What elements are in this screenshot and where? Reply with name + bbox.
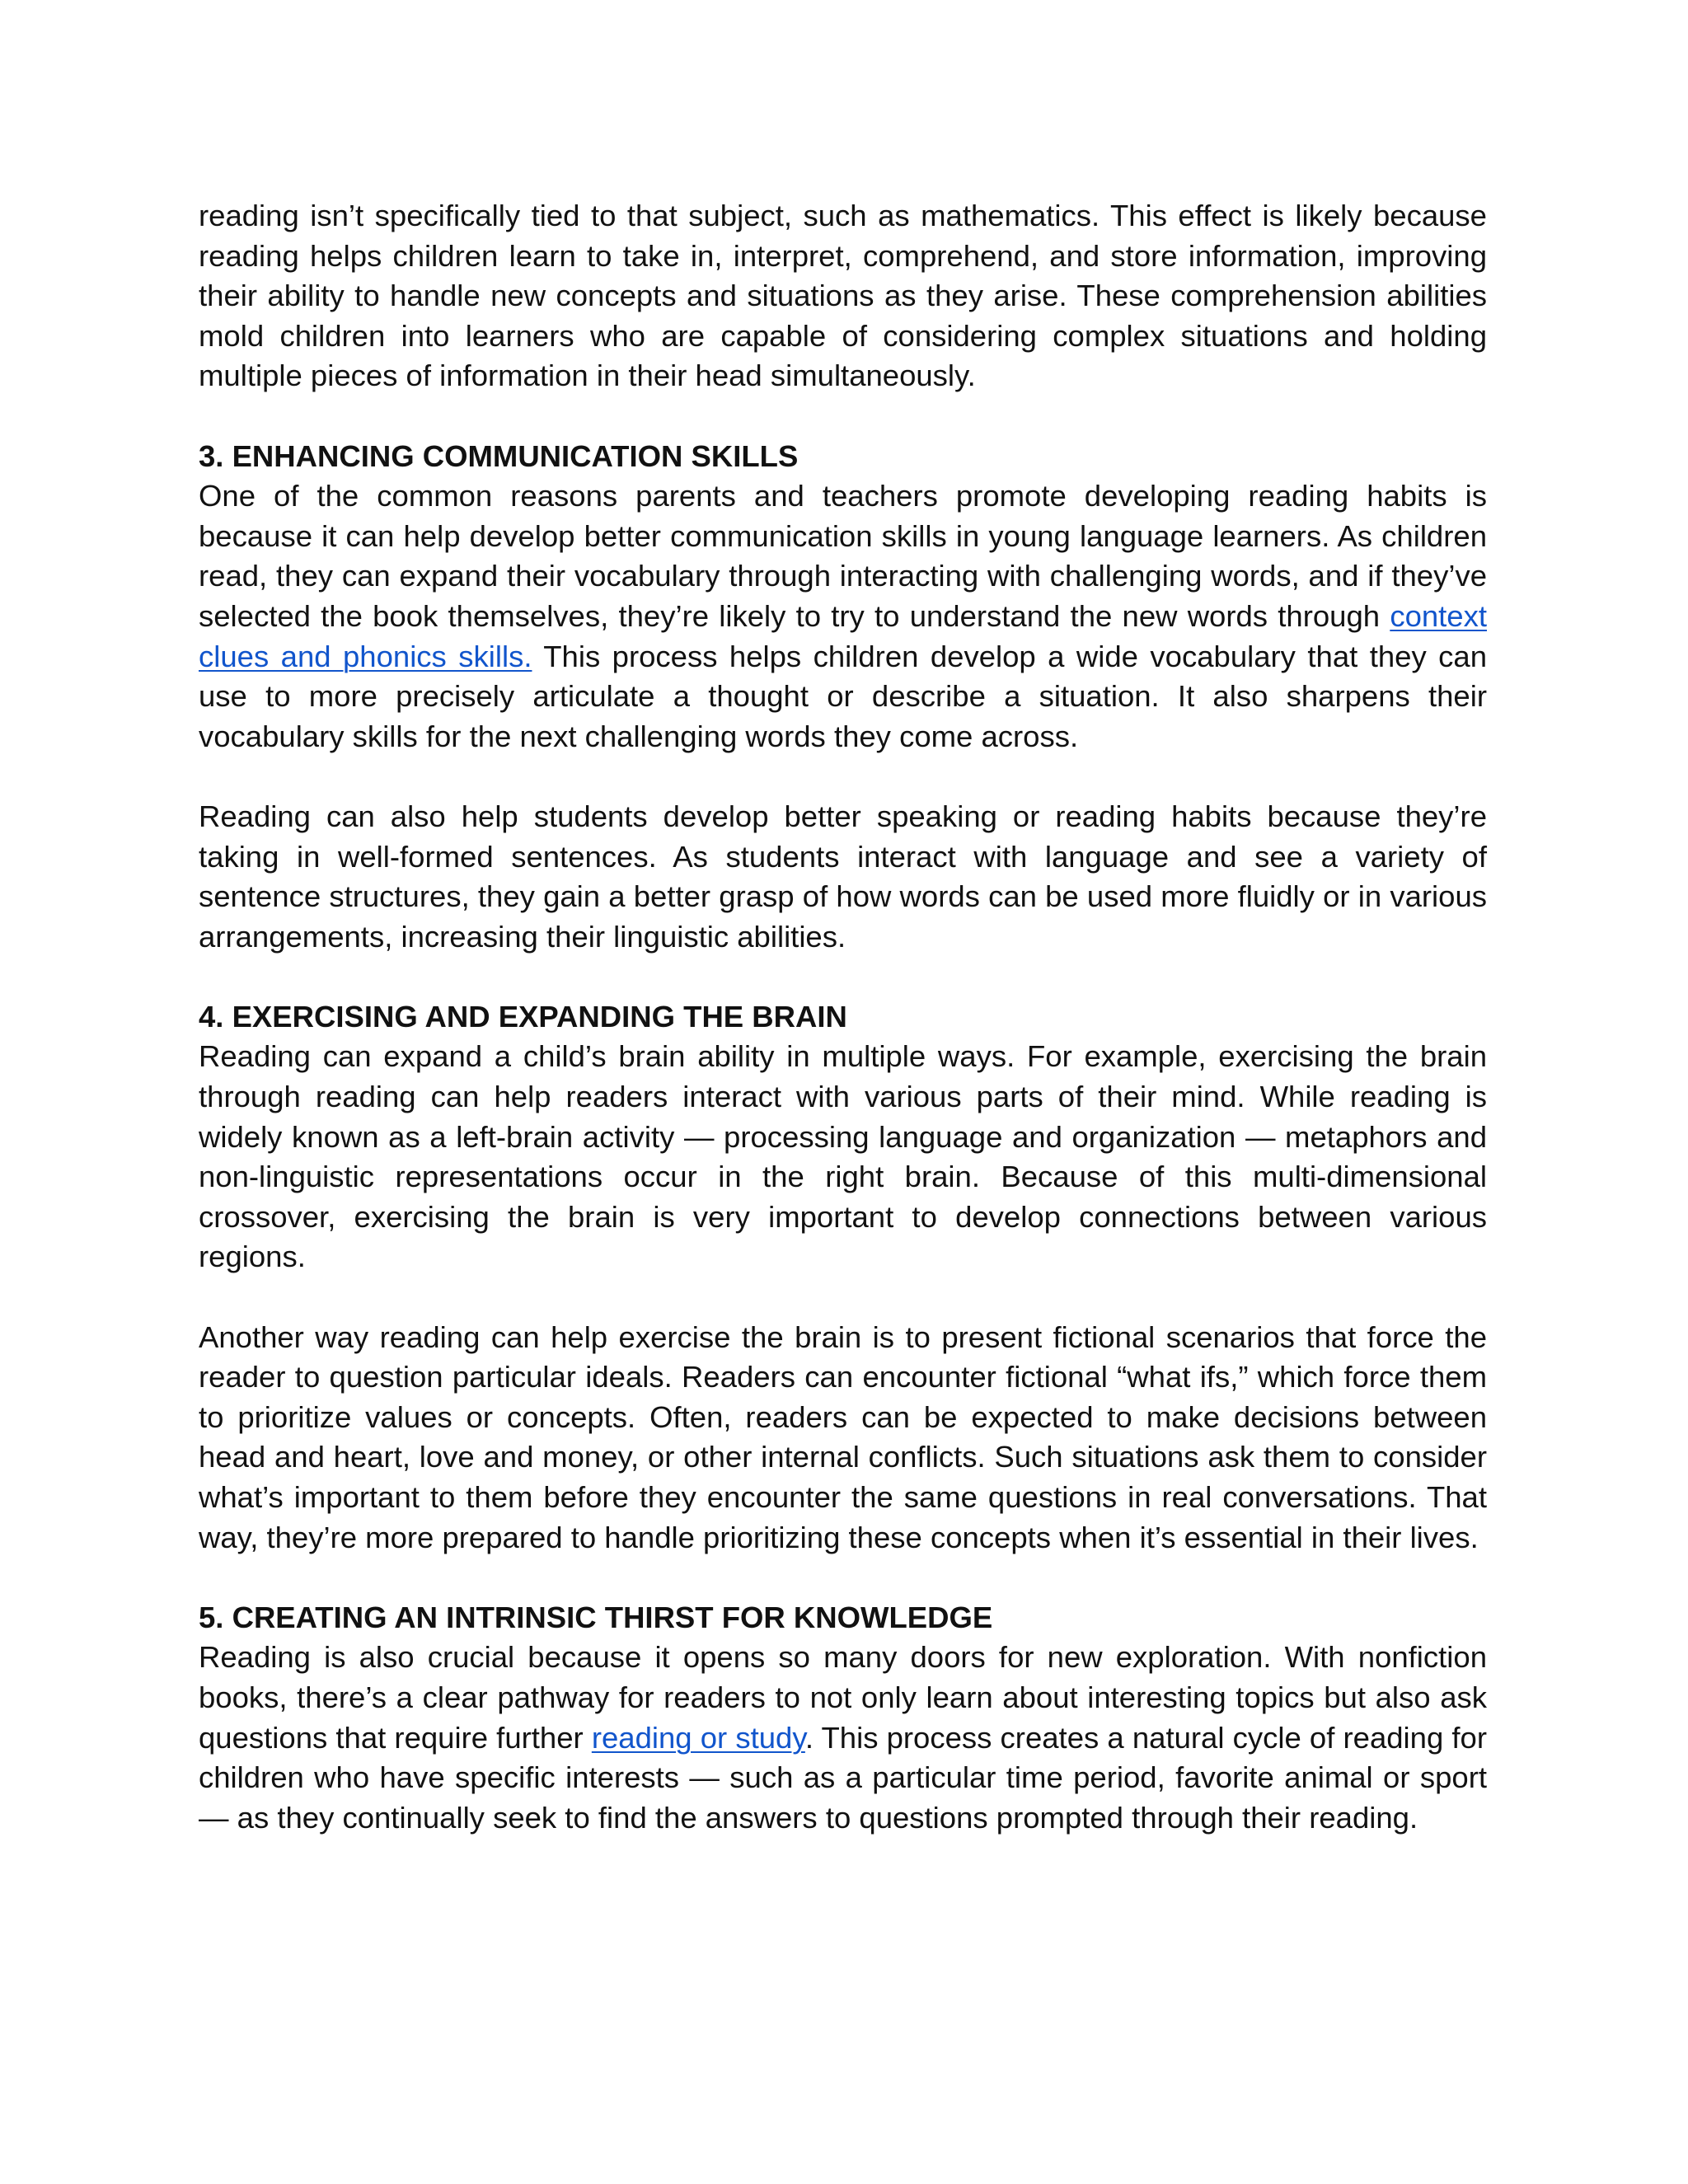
document-body xyxy=(199,196,1487,1838)
section-5-paragraph-1-text-before: Reading is also crucial because it opens so many doors for new exploration. With nonfiction books, there’s a clear pathway for readers to not only learn about interesting topics but also ask questions that require further xyxy=(199,1640,1487,1755)
section-3-paragraph-1-text-after: This process helps children develop a wide vocabulary that they can use to more precisely articulate a thought or describe a situation. It also sharpens their vocabulary skills for the next challenging words they come across. xyxy=(199,639,1487,753)
section-4-heading: 4. EXERCISING AND EXPANDING THE BRAIN xyxy=(199,999,847,1033)
paragraph-spacer xyxy=(199,757,1487,797)
section-4-paragraph-1: Reading can expand a child’s brain ability in multiple ways. For example, exercising the brain through reading can help readers interact with various parts of their mind. While reading is widely known as a left-brain activity — processing language and organization — metaphors and non-linguistic representations occur in the right brain. Because of this multi-dimensional crossover, exercising the brain is very important to develop connections between various regions. xyxy=(199,1039,1487,1274)
section-3-paragraph-1 xyxy=(199,476,1487,757)
paragraph-spacer xyxy=(199,1277,1487,1318)
section-3-paragraph-1-text-before: One of the common reasons parents and teachers promote developing reading habits is because it can help develop better communication skills in young language learners. As children read, they can expand their vocabulary through interacting with challenging words, and if they’ve selected the book themselves, they’re likely to try to understand the new words through xyxy=(199,479,1487,633)
section-4-paragraph-2: Another way reading can help exercise the brain is to present fictional scenarios that force the reader to question particular ideals. Readers can encounter fictional “what ifs,” which force them to prioritize values or concepts. Often, readers can be expected to make decisions between head and heart, love and money, or other internal conflicts. Such situations ask them to consider what’s important to them before they encounter the same questions in real conversations. That way, they’re more prepared to handle prioritizing these concepts when it’s essential in their lives. xyxy=(199,1319,1487,1554)
section-5-paragraph-1 xyxy=(199,1638,1487,1838)
reading-or-study-link[interactable]: reading or study xyxy=(591,1720,805,1755)
section-5-heading: 5. CREATING AN INTRINSIC THIRST FOR KNOWLEDGE xyxy=(199,1600,993,1634)
paragraph-spacer xyxy=(199,957,1487,997)
paragraph-spacer xyxy=(199,1558,1487,1598)
section-5-paragraph-1-text-after: . This process creates a natural cycle of reading for children who have specific interests — such as a particular time period, favorite animal or sport — as they continually seek to find the answers to questions prompted through their reading. xyxy=(199,1720,1487,1835)
section-3-paragraph-2: Reading can also help students develop better speaking or reading habits because they’re taking in well-formed sentences. As students interact with language and see a variety of sentence structures, they gain a better grasp of how words can be used more fluidly or in various arrangements, increasing their linguistic abilities. xyxy=(199,799,1487,954)
intro-paragraph: reading isn’t specifically tied to that subject, such as mathematics. This effect is likely because reading helps children learn to take in, interpret, comprehend, and store information, improving their ability to handle new concepts and situations as they arise. These comprehension abilities mold children into learners who are capable of considering complex situations and holding multiple pieces of information in their head simultaneously. xyxy=(199,199,1487,393)
context-clues-link[interactable]: context clues and phonics skills. xyxy=(199,598,1487,673)
section-3-heading: 3. ENHANCING COMMUNICATION SKILLS xyxy=(199,438,799,473)
paragraph-spacer xyxy=(199,396,1487,437)
